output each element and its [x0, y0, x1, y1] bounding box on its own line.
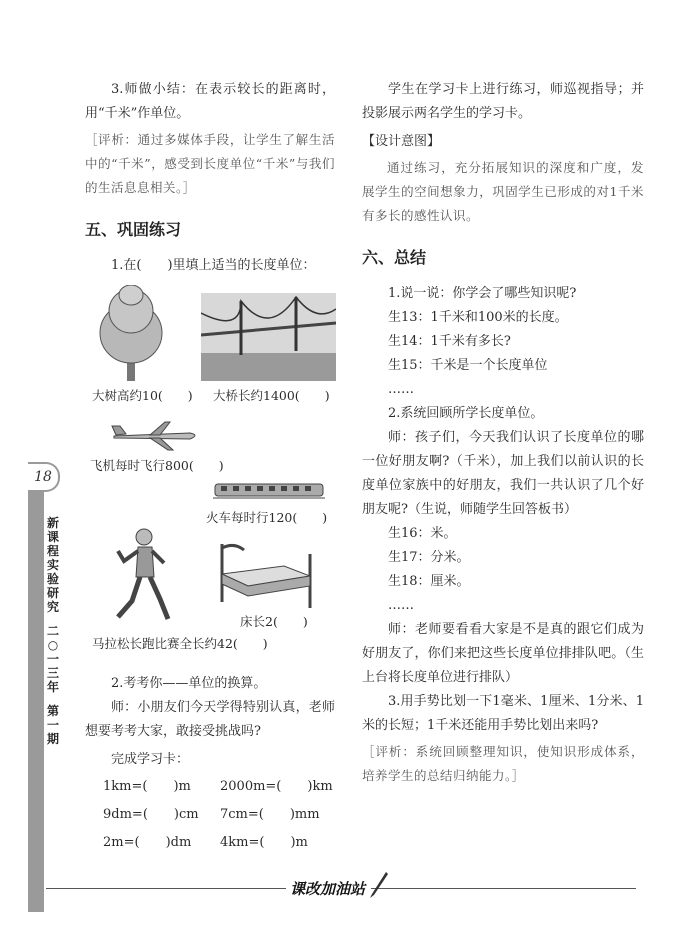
right-column — [362, 78, 644, 788]
journal-char: 研 — [46, 586, 59, 600]
bed-picture — [214, 540, 320, 610]
ellipsis-2: …… — [388, 598, 414, 613]
teacher-summary: 3.师做小结：在表示较长的距离时，用“千米”作单位。 — [85, 82, 335, 121]
journal-char: 课 — [46, 530, 59, 544]
exercise-2-text: 师：小朋友们今天学得特别认真，老师想要考考大家，敢接受挑战吗? — [85, 700, 335, 739]
left-column — [85, 78, 335, 278]
teacher-review: 师：孩子们，今天我们认识了长度单位的哪一位好朋友啊?（千米），加上我们以前认识的长度单位家族中的好朋友，我们一共认识了几个好朋友呢?（生说，师随学生回答板书） — [362, 430, 644, 517]
journal-char: 三 — [46, 666, 59, 680]
journal-char: 程 — [46, 544, 59, 558]
exercise-1: 1.在( )里填上适当的长度单位： — [111, 258, 316, 273]
practice-text: 学生在学习卡上进行练习，师巡视指导；并投影展示两名学生的学习卡。 — [362, 82, 644, 121]
summary-q3: 3.用手势比划一下1毫米、1厘米、1分米、1米的长短；1千米还能用手势比划出来吗? — [362, 694, 644, 733]
label-tree: 大树高约10( ) — [92, 388, 193, 403]
student-16: 生16：米。 — [388, 526, 457, 541]
journal-char: 究 — [46, 600, 59, 614]
runner-picture — [112, 527, 172, 627]
bridge-picture — [201, 293, 336, 381]
journal-char: 第 — [46, 704, 59, 718]
label-marathon: 马拉松长跑比赛全长约42( ) — [92, 636, 268, 651]
journal-char: 一 — [46, 652, 59, 666]
conversion-6: 4km=( )m — [220, 835, 308, 850]
design-intent-text: 通过练习，充分拓展知识的深度和广度，发展学生的空间想象力，巩固学生已形成的对1千米有多长的感性认识。 — [362, 160, 644, 223]
conversion-1: 1km=( )m — [103, 779, 191, 794]
summary-q2: 2.系统回顾所学长度单位。 — [388, 406, 544, 421]
exercise-2: 2.考考你——单位的换算。 — [111, 676, 267, 691]
journal-name-vertical — [46, 516, 60, 746]
footer-title: 课改加油站 — [286, 878, 371, 899]
left-sidebar-bar — [28, 462, 44, 912]
airplane-picture — [110, 420, 202, 452]
ellipsis-1: …… — [388, 382, 414, 397]
conversion-3: 9dm=( )cm — [103, 807, 199, 822]
comment-note-1: ［评析：通过多媒体手段，让学生了解生活中的“千米”，感受到长度单位“千米”与我们的生活息息相关。］ — [85, 132, 335, 195]
student-15: 生15：千米是一个长度单位 — [388, 358, 548, 373]
section-heading-5: 五、巩固练习 — [85, 220, 182, 239]
conversion-5: 2m=( )dm — [103, 835, 192, 850]
teacher-ordering: 师：老师要看看大家是不是真的跟它们成为好朋友了，你们来把这些长度单位排排队吧。（生上台将长度单位进行排队） — [362, 622, 644, 685]
journal-char: 实 — [46, 558, 59, 572]
label-train: 火车每时行120( ) — [206, 510, 328, 525]
design-intent-label: 【设计意图】 — [362, 134, 441, 149]
journal-char: 验 — [46, 572, 59, 586]
pen-icon — [366, 870, 390, 900]
summary-q1: 1.说一说：你学会了哪些知识呢? — [388, 286, 577, 301]
conversion-2: 2000m=( )km — [220, 779, 333, 794]
student-17: 生17：分米。 — [388, 550, 470, 565]
page-number: 18 — [28, 462, 60, 492]
journal-char — [46, 614, 60, 624]
student-14: 生14：1千米有多长? — [388, 334, 511, 349]
left-column-lower — [85, 672, 335, 772]
tree-picture — [98, 285, 164, 383]
journal-char — [46, 694, 60, 704]
comment-note-2: ［评析：系统回顾整理知识，使知识形成体系，培养学生的总结归纳能力。］ — [362, 744, 644, 783]
student-13: 生13：1千米和100米的长度。 — [388, 310, 568, 325]
journal-char: 二 — [46, 624, 59, 638]
conversion-4: 7cm=( )mm — [220, 807, 320, 822]
journal-char: 期 — [46, 732, 59, 746]
journal-char: 一 — [46, 718, 59, 732]
train-picture — [213, 480, 325, 500]
label-airplane: 飞机每时飞行800( ) — [90, 458, 224, 473]
student-18: 生18：厘米。 — [388, 574, 470, 589]
label-bridge: 大桥长约1400( ) — [213, 388, 330, 403]
section-heading-6: 六、总结 — [362, 248, 427, 267]
study-card-label: 完成学习卡： — [111, 752, 190, 767]
journal-char: 新 — [46, 516, 59, 530]
journal-char: ○ — [47, 638, 59, 652]
label-bed: 床长2( ) — [240, 614, 308, 629]
journal-char: 年 — [46, 680, 59, 694]
